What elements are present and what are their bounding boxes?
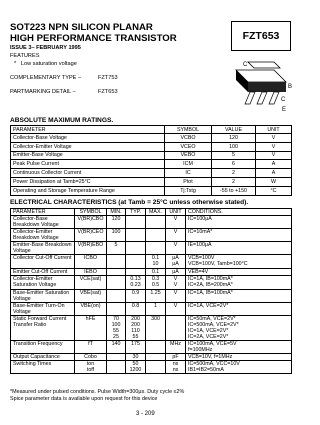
cell-typ — [126, 255, 146, 269]
cell-symbol: VBE(on) — [75, 303, 107, 316]
cell-symbol: hFE — [75, 316, 107, 341]
cell-value: 2 — [212, 177, 256, 186]
table-row — [11, 290, 292, 303]
pin-label-c-top: C — [243, 62, 248, 68]
cell-min: 140 — [107, 341, 126, 354]
cell-conditions: IC=10mA* — [186, 229, 292, 242]
table-row — [11, 216, 292, 229]
cell-parameter: Collector-Base Voltage — [11, 134, 165, 143]
complementary-type-value: FZT753 — [98, 75, 118, 81]
cell-min — [107, 290, 126, 303]
cell-parameter: Collector Cut-Off Current — [11, 255, 75, 269]
cell-typ: 200 200 110 55 — [126, 316, 146, 341]
cell-conditions: VCB=100V VCB=100V, Tamb=100°C — [186, 255, 292, 269]
cell-parameter: Emitter-Base Voltage — [11, 151, 165, 160]
cell-unit: MHz — [166, 341, 186, 354]
cell-parameter: Peak Pulse Current — [11, 160, 165, 169]
cell-unit: V — [166, 290, 186, 303]
header-parameter: PARAMETER — [11, 209, 75, 216]
cell-parameter: Continuous Collector Current — [11, 169, 165, 178]
header-symbol: SYMBOL — [165, 126, 212, 134]
table-row — [11, 269, 292, 276]
cell-typ: 30 — [126, 354, 146, 361]
cell-max: 0.1 — [146, 269, 166, 276]
cell-unit: pF — [166, 354, 186, 361]
cell-conditions: VCB=10V, f=1MHz — [186, 354, 292, 361]
cell-parameter: Static Forward Current Transfer Ratio — [11, 316, 75, 341]
cell-unit: V — [256, 134, 292, 143]
header-parameter: PARAMETER — [11, 126, 165, 134]
cell-min: 70 100 55 25 — [107, 316, 126, 341]
cell-min — [107, 269, 126, 276]
cell-parameter: Switching Times — [11, 361, 75, 374]
header-value: VALUE — [212, 126, 256, 134]
cell-min — [107, 303, 126, 316]
cell-max — [146, 242, 166, 255]
cell-value: -55 to +150 — [212, 186, 256, 195]
abs-max-table — [10, 125, 292, 196]
cell-symbol: VBE(sat) — [75, 290, 107, 303]
pin-label-e: E — [282, 107, 287, 113]
cell-typ — [126, 242, 146, 255]
cell-unit: V — [166, 303, 186, 316]
table-row — [11, 160, 292, 169]
cell-symbol: V(BR)CBO — [75, 216, 107, 229]
cell-parameter: Collector-Emitter Breakdown Voltage — [11, 229, 75, 242]
cell-unit: A — [256, 160, 292, 169]
cell-typ — [126, 229, 146, 242]
cell-typ: 0.13 0.23 — [126, 276, 146, 290]
cell-typ — [126, 216, 146, 229]
table-row — [11, 186, 292, 195]
cell-value: 100 — [212, 142, 256, 151]
cell-symbol: ton toff — [75, 361, 107, 374]
part-number-box: FZT653 — [231, 21, 291, 51]
cell-typ: 175 — [126, 341, 146, 354]
cell-min — [107, 255, 126, 269]
header-min: MIN. — [107, 209, 126, 216]
header-unit: UNIT — [166, 209, 186, 216]
cell-unit: °C — [256, 186, 292, 195]
feature-item — [14, 61, 77, 67]
cell-max: 300 — [146, 316, 166, 341]
cell-min: 5 — [107, 242, 126, 255]
cell-parameter: Transition Frequency — [11, 341, 75, 354]
features-heading: FEATURES — [10, 53, 40, 59]
table-row — [11, 229, 292, 242]
cell-unit: ns ns — [166, 361, 186, 374]
cell-min — [107, 276, 126, 290]
sot223-package-drawing — [230, 54, 294, 116]
footnote-pulsed: *Measured under pulsed conditions. Pulse Width=300μs. Duty cycle ≤2% — [10, 389, 185, 395]
cell-max — [146, 354, 166, 361]
cell-conditions: IE=100μA — [186, 242, 292, 255]
bullet-icon: * — [14, 61, 21, 67]
table-row — [11, 134, 292, 143]
cell-parameter: Emitter-Base Breakdown Voltage — [11, 242, 75, 255]
cell-symbol: V(BR)EBO — [75, 242, 107, 255]
cell-min — [107, 361, 126, 374]
cell-max — [146, 229, 166, 242]
table-row — [11, 361, 292, 374]
cell-value: 5 — [212, 151, 256, 160]
cell-parameter: Collector-Emitter Voltage — [11, 142, 165, 151]
cell-conditions: IC=100mA, VCE=5V f=100MHz — [186, 341, 292, 354]
cell-conditions: VEB=4V — [186, 269, 292, 276]
cell-parameter: Emitter Cut-Off Current — [11, 269, 75, 276]
cell-typ: 0.9 — [126, 290, 146, 303]
abs-max-title: ABSOLUTE MAXIMUM RATINGS. — [10, 117, 114, 124]
cell-symbol: VCBO — [165, 134, 212, 143]
cell-symbol: Cobo — [75, 354, 107, 361]
cell-parameter: Operating and Storage Temperature Range — [11, 186, 165, 195]
issue-label: ISSUE 3– FEBRUARY 1995 — [10, 45, 81, 51]
cell-parameter: Collector-Base Breakdown Voltage — [11, 216, 75, 229]
cell-conditions: IC=1A, IB=100mA* IC=2A, IB=200mA* — [186, 276, 292, 290]
page-number: 3 - 209 — [136, 411, 155, 417]
partmarking-detail-label: PARTMARKING DETAIL – — [10, 89, 76, 95]
cell-typ — [126, 269, 146, 276]
cell-unit — [166, 316, 186, 341]
cell-max — [146, 341, 166, 354]
table-row — [11, 151, 292, 160]
table-row — [11, 303, 292, 316]
pin-label-b: B — [288, 84, 293, 90]
cell-parameter: Base-Emitter Saturation Voltage — [11, 290, 75, 303]
table-header-row — [11, 209, 292, 216]
table-row — [11, 177, 292, 186]
cell-max: 0.3 0.5 — [146, 276, 166, 290]
cell-conditions: IC=500mA, VCC=10V IB1=IB2=50mA — [186, 361, 292, 374]
table-row — [11, 354, 292, 361]
cell-conditions: IC=1A, VCE=2V* — [186, 303, 292, 316]
cell-typ: 0.8 — [126, 303, 146, 316]
table-row — [11, 169, 292, 178]
cell-symbol: ICBO — [75, 255, 107, 269]
cell-max — [146, 361, 166, 374]
cell-typ: 50 1200 — [126, 361, 146, 374]
partmarking-detail-value: FZT653 — [98, 89, 118, 95]
pin-label-c: C — [281, 97, 286, 103]
table-row — [11, 255, 292, 269]
cell-symbol: Tj:Tstg — [165, 186, 212, 195]
cell-unit: A — [256, 169, 292, 178]
cell-parameter: Collector-Emitter Saturation Voltage — [11, 276, 75, 290]
cell-min — [107, 354, 126, 361]
cell-unit: V — [166, 229, 186, 242]
feature-item-label: Low saturation voltage — [20, 61, 77, 67]
cell-unit: μA — [166, 269, 186, 276]
cell-unit: V — [166, 216, 186, 229]
cell-min: 120 — [107, 216, 126, 229]
elec-char-title: ELECTRICAL CHARACTERISTICS (at Tamb = 25°C unless otherwise stated). — [10, 199, 249, 206]
cell-unit: V — [166, 242, 186, 255]
header-symbol: SYMBOL — [75, 209, 107, 216]
cell-parameter: Output Capacitance — [11, 354, 75, 361]
cell-unit: W — [256, 177, 292, 186]
page-title-line1: SOT223 NPN SILICON PLANAR — [10, 22, 153, 33]
table-row — [11, 142, 292, 151]
cell-unit: V — [256, 142, 292, 151]
cell-symbol: VEBO — [165, 151, 212, 160]
complementary-type-label: COMPLEMENTARY TYPE – — [10, 75, 82, 81]
cell-value: 120 — [212, 134, 256, 143]
header-unit: UNIT — [256, 126, 292, 134]
cell-conditions: IC=50mA, VCE=2V* IC=500mA, VCE=2V* IC=1A, VCE=2V* IC=2A, VCE=2V* — [186, 316, 292, 341]
table-header-row — [11, 126, 292, 134]
cell-min: 100 — [107, 229, 126, 242]
cell-unit: V V — [166, 276, 186, 290]
cell-value: 2 — [212, 169, 256, 178]
table-row — [11, 242, 292, 255]
cell-parameter: Base-Emitter Turn-On Voltage — [11, 303, 75, 316]
header-max: MAX. — [146, 209, 166, 216]
cell-conditions: IC=1A, IB=100mA* — [186, 290, 292, 303]
cell-symbol: IEBO — [75, 269, 107, 276]
cell-max — [146, 216, 166, 229]
table-row — [11, 276, 292, 290]
cell-max: 1.25 — [146, 290, 166, 303]
cell-value: 6 — [212, 160, 256, 169]
table-row — [11, 341, 292, 354]
cell-parameter: Power Dissipation at Tamb=25°C — [11, 177, 165, 186]
header-conditions: CONDITIONS. — [186, 209, 292, 216]
header-typ: TYP. — [126, 209, 146, 216]
cell-unit: μA μA — [166, 255, 186, 269]
footnote-spice: Spice parameter data is available upon request for this device — [10, 396, 158, 402]
cell-symbol: ICM — [165, 160, 212, 169]
cell-conditions: IC=100μA — [186, 216, 292, 229]
cell-max: 1 — [146, 303, 166, 316]
cell-symbol: V(BR)CEO — [75, 229, 107, 242]
table-row — [11, 316, 292, 341]
cell-symbol: Ptot — [165, 177, 212, 186]
cell-max: 0.1 10 — [146, 255, 166, 269]
cell-unit: V — [256, 151, 292, 160]
cell-symbol: VCE(sat) — [75, 276, 107, 290]
cell-symbol: fT — [75, 341, 107, 354]
elec-char-table — [10, 208, 292, 374]
cell-symbol: VCEO — [165, 142, 212, 151]
page-title-line2: HIGH PERFORMANCE TRANSISTOR — [10, 33, 177, 44]
cell-symbol: IC — [165, 169, 212, 178]
